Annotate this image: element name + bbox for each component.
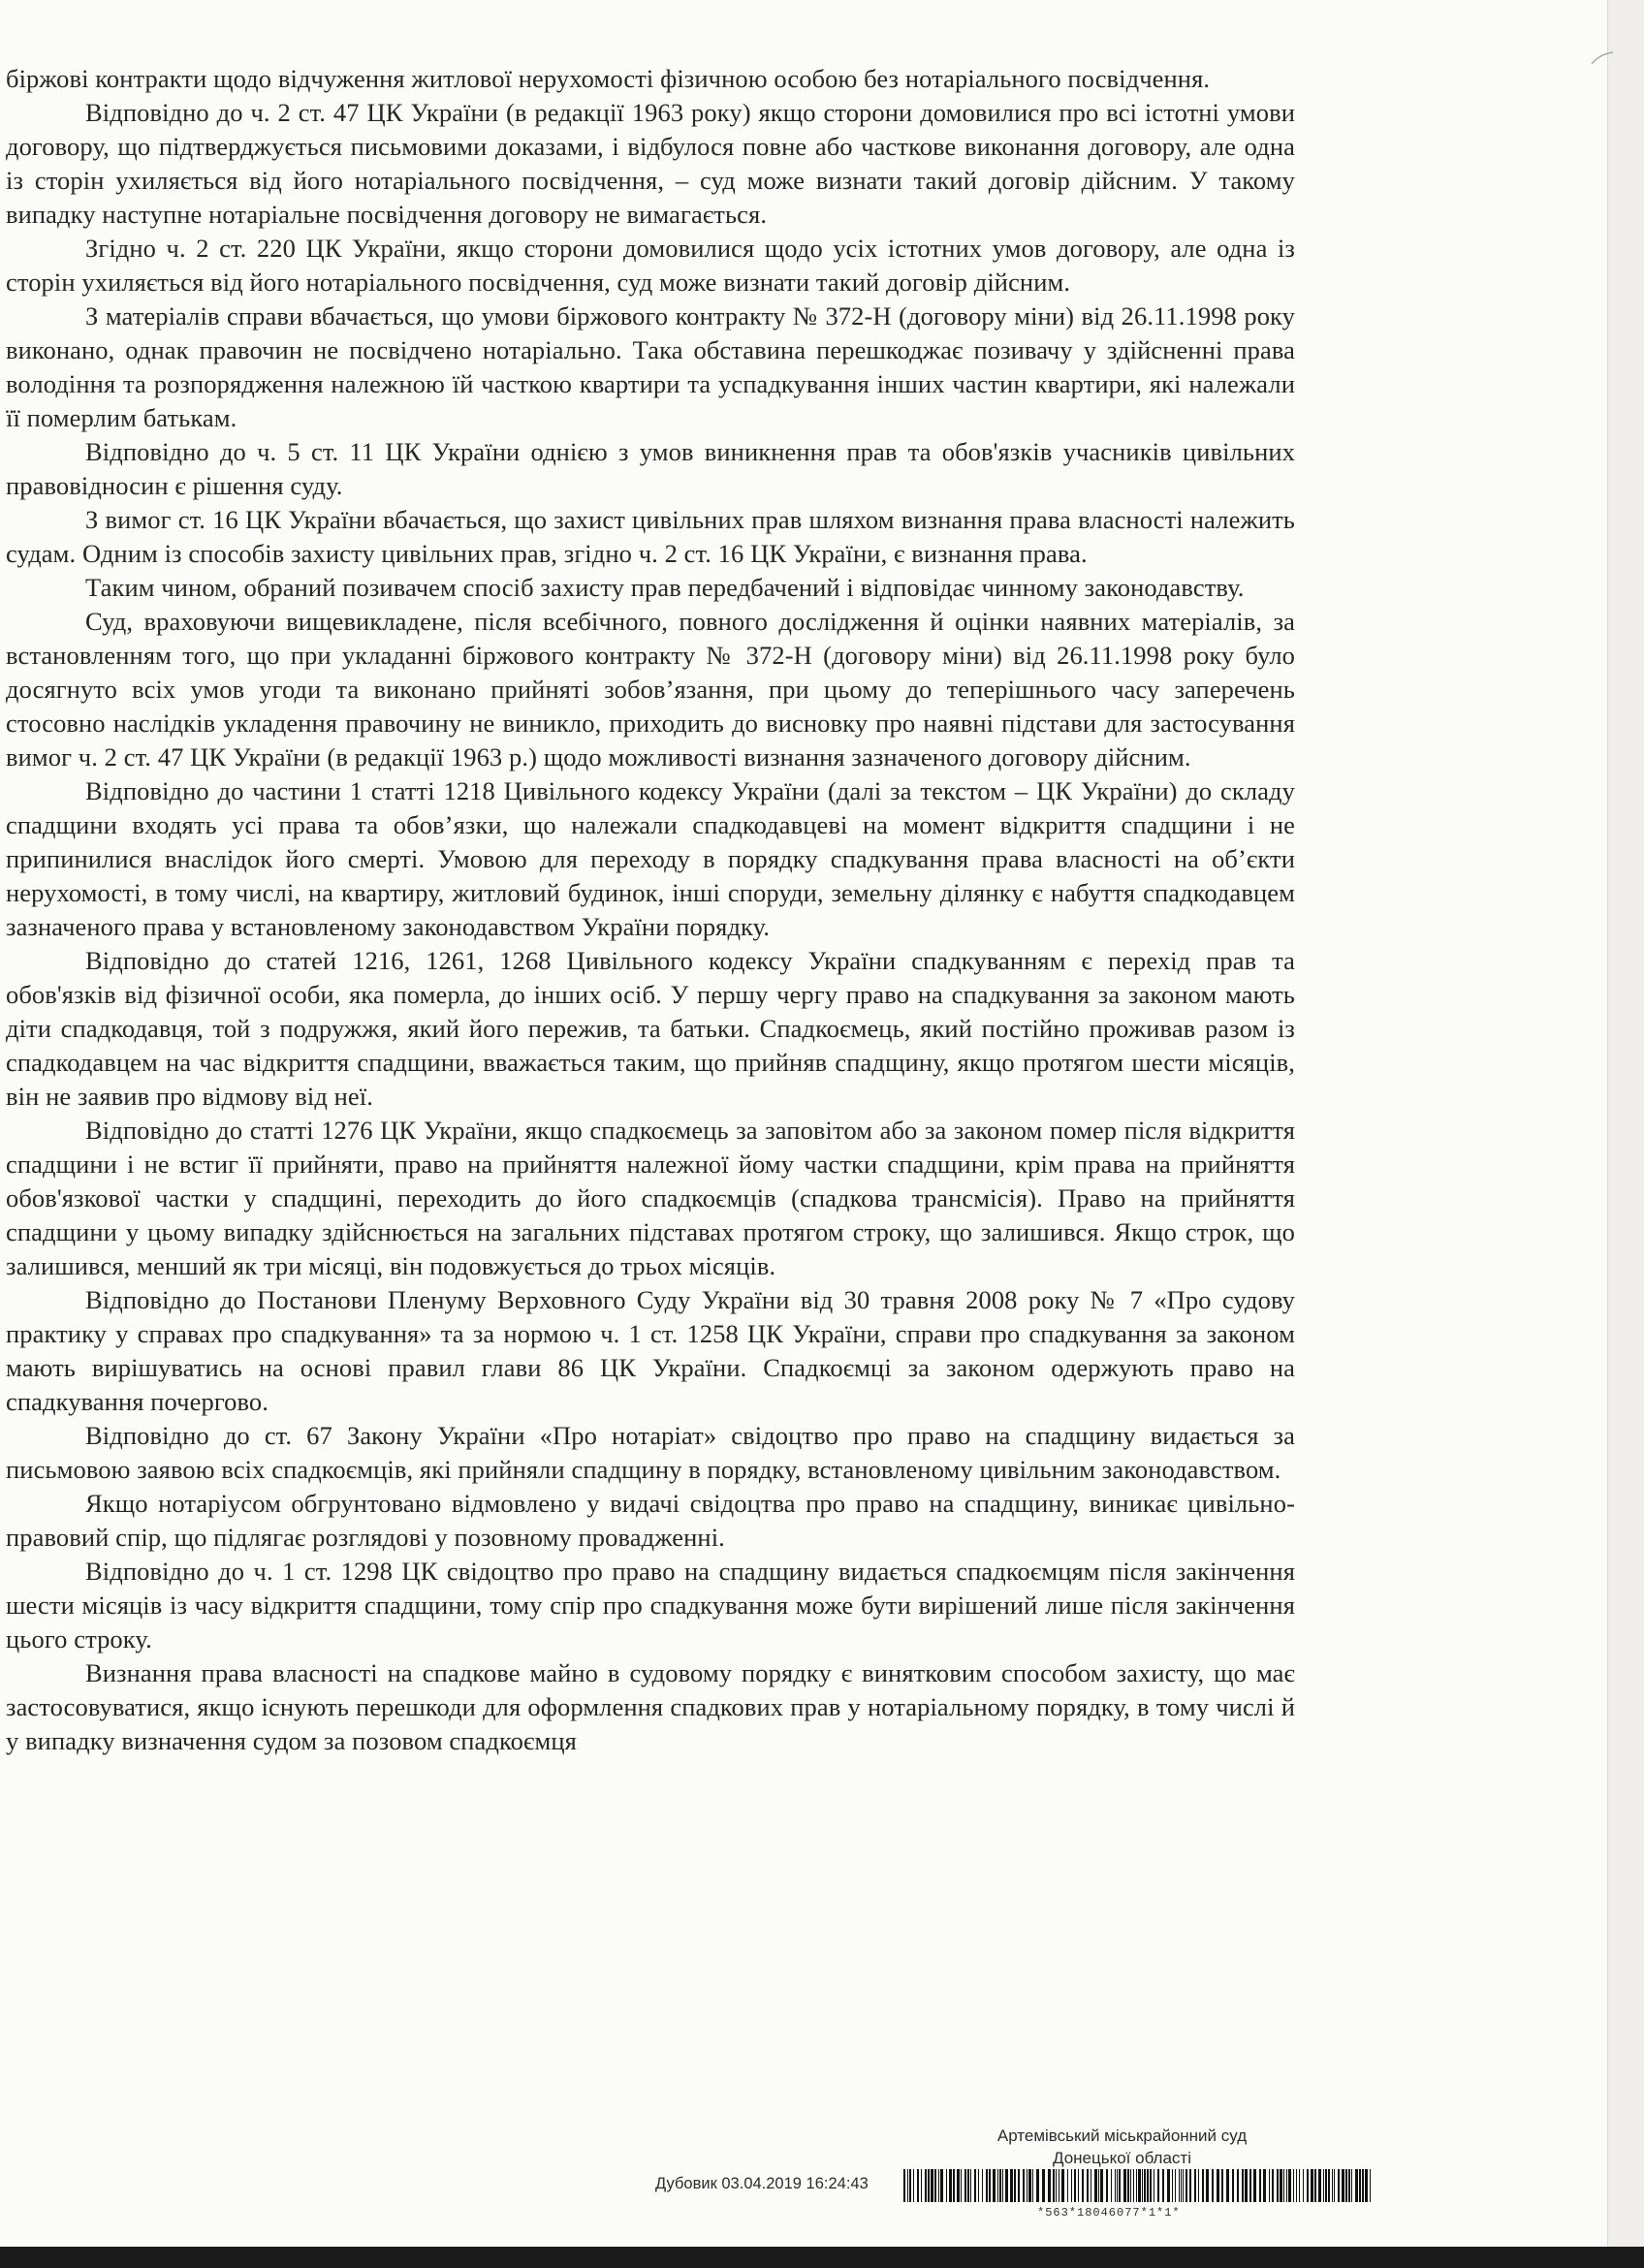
paragraph: Відповідно до частини 1 статті 1218 Цивільного кодексу України (далі за текстом – ЦК України) до складу спадщини входять усі права та обов’язки, що належали спадкодавцеві на момент відкриття спадщини і не припинилися внаслідок його смерті. Умовою для переходу в порядку спадкування права власності на об’єкти нерухомості, в тому числі, на квартиру, житловий будинок, інші споруди, земельну ділянку є набуття спадкодавцем зазначеного права у встановленому законодавством України порядку. (6, 776, 1295, 941)
paragraph: Відповідно до Постанови Пленуму Верховного Суду України від 30 травня 2008 року № 7 «Про судову практику у справах про спадкування» та за нормою ч. 1 ст. 1258 ЦК України, справи про спадкування за законом мають вирішуватись на основі правил глави 86 ЦК України. Спадкоємці за законом одержують право на спадкування почергово. (6, 1285, 1295, 1416)
barcode-bar (1237, 2169, 1239, 2202)
barcode-bar (1198, 2169, 1199, 2202)
barcode-bar (1189, 2169, 1191, 2202)
court-stamp (979, 2125, 1265, 2169)
barcode-bar (993, 2169, 996, 2202)
barcode-bar (1098, 2169, 1099, 2202)
barcode-bar (1136, 2169, 1137, 2202)
barcode-bar (1226, 2169, 1229, 2202)
barcode-bar (928, 2169, 930, 2202)
barcode-bar (1253, 2169, 1256, 2202)
barcode-bar (917, 2169, 919, 2202)
barcode-bar (1202, 2169, 1204, 2202)
barcode-bar (1078, 2169, 1079, 2202)
barcode-bar (1314, 2169, 1316, 2202)
barcode-bar (1249, 2169, 1251, 2202)
barcode-bar (1167, 2169, 1170, 2202)
barcode-bar (1094, 2169, 1097, 2202)
court-name: Артемівський міськрайонний суд (996, 2126, 1248, 2145)
scan-edge (0, 2247, 1644, 2268)
paragraph: Відповідно до статей 1216, 1261, 1268 Цивільного кодексу України спадкуванням є перехід прав та обов'язків від фізичної особи, яка померла, до інших осіб. У першу чергу право на спадкування за законом мають діти спадкодавця, той з подружжя, який його пережив, та батьки. Спадкоємець, який постійно проживав разом із спадкодавцем на час відкриття спадщини, вважається таким, що прийняв спадщину, якщо протягом шести місяців, він не заявив про відмову від неї. (6, 946, 1295, 1111)
barcode-bar (1259, 2169, 1261, 2202)
paragraph: Суд, враховуючи вищевикладене, після всебічного, повного дослідження й оцінки наявних матеріалів, за встановленням того, що при укладанні біржового контракту № 372-Н (договору міни) від 26.11.1998 року було досягнуто всіх умов угоди та виконано прийняті зобов’язання, при цьому до теперішнього часу заперечень стосовно наслідків укладення правочину не виникло, приходить до висновку про наявні підстави для застосування вимог ч. 2 ст. 47 ЦК України (в редакції 1963 р.) щодо можливості визнання зазначеного договору дійсним. (6, 607, 1295, 772)
barcode-bar (1100, 2169, 1103, 2202)
barcode-bar (1332, 2169, 1333, 2202)
barcode-bar (1138, 2169, 1141, 2202)
barcode-bar (1179, 2169, 1180, 2202)
barcode-bar (1296, 2169, 1297, 2202)
barcode-bar (1027, 2169, 1028, 2202)
barcode-bar (1157, 2169, 1159, 2202)
barcode-bar (1082, 2169, 1084, 2202)
paragraph: біржові контракти щодо відчуження житлової нерухомості фізичною особою без нотаріального посвідчення. (6, 64, 1211, 93)
paragraph: Відповідно до ч. 5 ст. 11 ЦК України однією з умов виникнення прав та обов'язків учасників цивільних правовідносин є рішення суду. (6, 437, 1295, 500)
barcode-bar (1150, 2169, 1152, 2202)
barcode-bar (1071, 2169, 1072, 2202)
barcode-bar (1162, 2169, 1164, 2202)
barcode-bar (957, 2169, 960, 2202)
barcode-bar (1280, 2169, 1282, 2202)
barcode-bar (1048, 2169, 1051, 2202)
barcode-bar (1018, 2169, 1020, 2202)
paragraph: Відповідно до статті 1276 ЦК України, якщо спадкоємець за заповітом або за законом помер після відкриття спадщини і не встиг її прийняти, право на прийняття належної йому частки спадщини, крім права на прийняття обов'язкової частки у спадщині, переходить до його спадкоємців (спадкова трансмісія). Право на прийняття спадщини у цьому випадку здійснюється на загальних підставах протягом строку, що залишився. Якщо строк, що залишився, менший як три місяці, він подовжується до трьох місяців. (6, 1116, 1295, 1280)
barcode-bar (1123, 2169, 1126, 2202)
barcode-bar (1370, 2169, 1371, 2202)
paragraph: Таким чином, обраний позивачем спосіб захисту прав передбачений і відповідає чинному законодавству. (85, 573, 1245, 602)
barcode-bar (1144, 2169, 1146, 2202)
barcode-bar (974, 2169, 976, 2202)
barcode-bar (1288, 2169, 1291, 2202)
barcode-bar (1183, 2169, 1184, 2202)
barcode-bar (925, 2169, 927, 2202)
barcode-bar (1345, 2169, 1347, 2202)
barcode-bar (1328, 2169, 1330, 2202)
barcode-bar (934, 2169, 936, 2202)
paragraph: Відповідно до ст. 67 Закону України «Про нотаріат» свідоцтво про право на спадщину видається за письмовою заявою всіх спадкоємців, які прийняли спадщину в порядку, встановленому цивільним законодавством. (6, 1421, 1295, 1484)
barcode-bar (1272, 2169, 1274, 2202)
barcode-bar (982, 2169, 983, 2202)
barcode-bar (1232, 2169, 1234, 2202)
barcode-bar (1351, 2169, 1352, 2202)
paragraph: З матеріалів справи вбачається, що умови біржового контракту № 372-Н (договору міни) від 26.11.1998 року виконано, однак правочин не посвідчено нотаріально. Така обставина перешкоджає позивачу у здійсненні права володіння та розпорядження належною їй часткою квартири та успадкування інших частин квартири, які належали її померлим батькам. (6, 301, 1295, 432)
barcode-bar (1318, 2169, 1321, 2202)
barcode-number: *563*18046077*1*1* (1037, 2206, 1181, 2220)
barcode-bar (1277, 2169, 1279, 2202)
barcode-bar (921, 2169, 922, 2202)
barcode-bar (1186, 2169, 1187, 2202)
barcode-bar (1217, 2169, 1219, 2202)
paragraph: З вимог ст. 16 ЦК України вбачається, що захист цивільних прав шляхом визнання права власності належить судам. Одним із способів захисту цивільних прав, згідно ч. 2 ст. 16 ЦК України, є визнання права. (6, 505, 1295, 568)
barcode-bar (1087, 2169, 1089, 2202)
barcode-bar (961, 2169, 962, 2202)
barcode-bar (1133, 2169, 1134, 2202)
document-body (6, 62, 1295, 1758)
barcode-bar (938, 2169, 939, 2202)
barcode-bar (1342, 2169, 1344, 2202)
barcode-bar (1127, 2169, 1129, 2202)
barcode-bar (1117, 2169, 1118, 2202)
barcode-bar (986, 2169, 988, 2202)
paragraph: Відповідно до ч. 1 ст. 1298 ЦК свідоцтво про право на спадщину видається спадкоємцям після закінчення шести місяців із часу відкриття спадщини, тому спір про спадкування може бути вирішений лише після закінчення цього строку. (6, 1557, 1295, 1654)
barcode-bar (1115, 2169, 1116, 2202)
barcode-bar (989, 2169, 991, 2202)
barcode-bar (1307, 2169, 1309, 2202)
barcode-bar (1005, 2169, 1008, 2202)
barcode-bar (978, 2169, 979, 2202)
barcode-bar (1206, 2169, 1209, 2202)
barcode-bar (1067, 2169, 1068, 2202)
signer-timestamp: Дубовик 03.04.2019 16:24:43 (655, 2175, 869, 2192)
barcode-bar (1348, 2169, 1350, 2202)
barcode-bar (1212, 2169, 1214, 2202)
scan-mark-icon (1590, 50, 1615, 68)
barcode-bar (1194, 2169, 1196, 2202)
barcode (901, 2169, 1376, 2225)
barcode-bar (1355, 2169, 1358, 2202)
barcode-bar (1042, 2169, 1045, 2202)
paragraph: Відповідно до ч. 2 ст. 47 ЦК України (в редакції 1963 року) якщо сторони домовилися про всі істотні умови договору, що підтверджується письмовими доказами, і відбулося повне або часткове виконання договору, але одна із сторін ухиляється від його нотаріального посвідчення, – суд може визнати такий договір дійсним. У такому випадку наступне нотаріальне посвідчення договору не вимагається. (6, 98, 1295, 229)
barcode-bar (1056, 2169, 1057, 2202)
barcode-bar (1286, 2169, 1287, 2202)
barcode-bar (1074, 2169, 1076, 2202)
barcode-bar (1119, 2169, 1121, 2202)
barcode-bar (1359, 2169, 1361, 2202)
barcode-bar (1323, 2169, 1324, 2202)
barcode-bar (1111, 2169, 1112, 2202)
barcode-bar (1147, 2169, 1149, 2202)
barcode-bar (1299, 2169, 1300, 2202)
barcode-bar (1028, 2169, 1031, 2202)
barcode-bar (1245, 2169, 1248, 2202)
barcode-bar (1269, 2169, 1270, 2202)
barcode-bars (901, 2169, 1376, 2204)
barcode-bar (1311, 2169, 1313, 2202)
barcode-bar (1175, 2169, 1176, 2202)
court-region: Донецької області (1053, 2149, 1191, 2167)
paragraph: Визнання права власності на спадкове майно в судовому порядку є винятковим способом захисту, що має застосовуватися, якщо існують перешкоди для оформлення спадкових прав у нотаріальному порядку, в тому числі й у випадку визначення судом за позовом спадкоємця (6, 1658, 1295, 1755)
barcode-bar (1106, 2169, 1108, 2202)
barcode-bar (1263, 2169, 1266, 2202)
barcode-bar (1365, 2169, 1368, 2202)
barcode-bar (1036, 2169, 1039, 2202)
barcode-bar (1053, 2169, 1055, 2202)
barcode-bar (940, 2169, 943, 2202)
barcode-bar (949, 2169, 952, 2202)
barcode-bar (1283, 2169, 1284, 2202)
barcode-bar (964, 2169, 966, 2202)
barcode-bar (1242, 2169, 1244, 2202)
barcode-bar (997, 2169, 998, 2202)
barcode-bar (1334, 2169, 1335, 2202)
paragraph: Згідно ч. 2 ст. 220 ЦК України, якщо сторони домовилися щодо усіх істотних умов договору, але одна із сторін ухиляється від його нотаріального посвідчення, суд може визнати такий договір дійсним. (6, 234, 1295, 297)
barcode-bar (903, 2169, 905, 2202)
barcode-bar (999, 2169, 1001, 2202)
barcode-bar (946, 2169, 947, 2202)
barcode-bar (970, 2169, 971, 2202)
barcode-bar (1142, 2169, 1143, 2202)
barcode-bar (1172, 2169, 1173, 2202)
barcode-bar (953, 2169, 955, 2202)
barcode-bar (1293, 2169, 1294, 2202)
barcode-bar (1061, 2169, 1064, 2202)
barcode-bar (907, 2169, 908, 2202)
paragraph: Якщо нотаріусом обгрунтовано відмовлено у видачі свідоцтва про право на спадщину, виникає цивільно-правовий спір, що підлягає розглядові у позовному провадженні. (6, 1489, 1295, 1552)
barcode-bar (1362, 2169, 1364, 2202)
barcode-bar (913, 2169, 914, 2202)
barcode-bar (1023, 2169, 1025, 2202)
barcode-bar (1221, 2169, 1223, 2202)
barcode-bar (1325, 2169, 1327, 2202)
barcode-bar (1338, 2169, 1340, 2202)
barcode-bar (1303, 2169, 1304, 2202)
barcode-bar (967, 2169, 969, 2202)
barcode-bar (931, 2169, 933, 2202)
barcode-bar (1014, 2169, 1016, 2202)
barcode-bar (1032, 2169, 1033, 2202)
barcode-bar (1010, 2169, 1013, 2202)
barcode-bar (1002, 2169, 1003, 2202)
barcode-bar (1130, 2169, 1131, 2202)
barcode-bar (909, 2169, 911, 2202)
barcode-bar (1181, 2169, 1182, 2202)
